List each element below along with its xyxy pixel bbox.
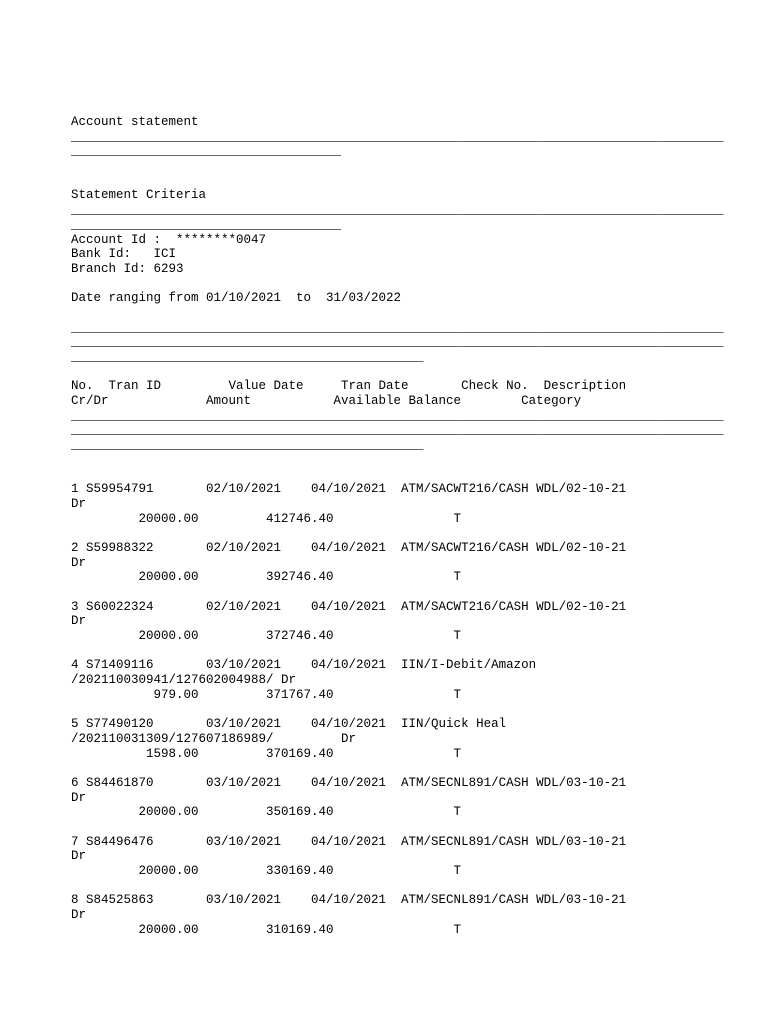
statement-page	[71, 115, 724, 938]
transaction-line3: 20000.00 372746.40 T	[71, 629, 462, 644]
transaction-line2: Dr	[71, 790, 87, 805]
transaction-line3: 20000.00 412746.40 T	[71, 511, 462, 526]
transaction-line3: 20000.00 330169.40 T	[71, 864, 462, 879]
transaction-line2: /202110030941/127602004988/ Dr	[71, 673, 297, 688]
transaction-line2: /202110031309/127607186989/ Dr	[71, 731, 357, 746]
transaction-line2: Dr	[71, 849, 87, 864]
transaction-line1: 6 S84461870 03/10/2021 04/10/2021 ATM/SECNL891/CASH WDL/03-10-21	[71, 775, 627, 790]
column-header-row-2: Cr/Dr Amount Available Balance Category	[71, 394, 582, 409]
transaction-entry	[71, 893, 711, 937]
page-title: Account statement	[71, 115, 199, 129]
divider: _______________________________________________________________________________________	[71, 129, 724, 144]
transaction-list	[71, 482, 711, 937]
transaction-entry	[71, 482, 711, 541]
divider: _______________________________________________	[71, 438, 424, 453]
divider: ____________________________________	[71, 217, 342, 232]
transaction-line3: 20000.00 392746.40 T	[71, 570, 462, 585]
transaction-line1: 4 S71409116 03/10/2021 04/10/2021 IIN/I-Debit/Amazon	[71, 658, 537, 673]
transaction-entry	[71, 835, 711, 894]
transaction-line1: 3 S60022324 02/10/2021 04/10/2021 ATM/SACWT216/CASH WDL/02-10-21	[71, 599, 627, 614]
transaction-entry	[71, 776, 711, 835]
divider: _______________________________________________________________________________________	[71, 408, 724, 423]
transaction-entry	[71, 717, 711, 776]
transaction-line1: 2 S59988322 02/10/2021 04/10/2021 ATM/SACWT216/CASH WDL/02-10-21	[71, 540, 627, 555]
divider: _______________________________________________________________________________________	[71, 320, 724, 335]
transaction-line2: Dr	[71, 908, 87, 923]
branch-id: Branch Id: 6293	[71, 261, 184, 276]
transaction-line1: 8 S84525863 03/10/2021 04/10/2021 ATM/SECNL891/CASH WDL/03-10-21	[71, 893, 627, 908]
account-id: Account Id : ********0047	[71, 232, 267, 247]
divider: _______________________________________________________________________________________	[71, 203, 724, 218]
transaction-entry	[71, 600, 711, 659]
transaction-line3: 1598.00 370169.40 T	[71, 746, 462, 761]
transaction-line1: 1 S59954791 02/10/2021 04/10/2021 ATM/SACWT216/CASH WDL/02-10-21	[71, 482, 627, 497]
transaction-line3: 20000.00 350169.40 T	[71, 805, 462, 820]
divider: ____________________________________	[71, 144, 342, 159]
column-header-row-1: No. Tran ID Value Date Tran Date Check No. Description	[71, 379, 627, 394]
transaction-line3: 979.00 371767.40 T	[71, 687, 462, 702]
transaction-line1: 7 S84496476 03/10/2021 04/10/2021 ATM/SECNL891/CASH WDL/03-10-21	[71, 834, 627, 849]
divider: _______________________________________________	[71, 350, 424, 364]
divider: _______________________________________________________________________________________	[71, 423, 724, 438]
bank-id: Bank Id: ICI	[71, 247, 177, 262]
criteria-heading: Statement Criteria	[71, 188, 207, 203]
transaction-line3: 20000.00 310169.40 T	[71, 922, 462, 937]
transaction-line2: Dr	[71, 496, 87, 511]
divider: _______________________________________________________________________________________	[71, 335, 724, 350]
date-range: Date ranging from 01/10/2021 to 31/03/2022	[71, 291, 402, 306]
transaction-entry	[71, 658, 711, 717]
transaction-line2: Dr	[71, 614, 87, 629]
transaction-entry	[71, 541, 711, 600]
transaction-line2: Dr	[71, 555, 87, 570]
transaction-line1: 5 S77490120 03/10/2021 04/10/2021 IIN/Quick Heal	[71, 717, 507, 732]
